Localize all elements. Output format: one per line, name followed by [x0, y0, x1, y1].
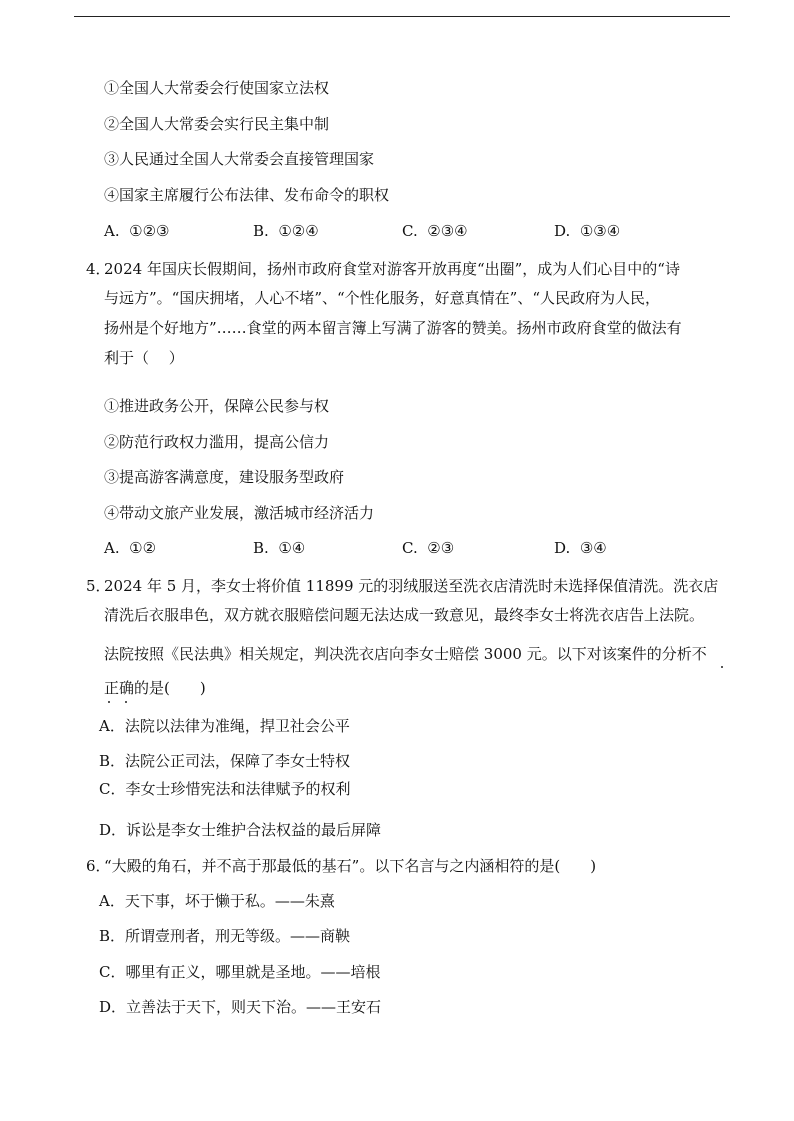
q4-option-c-text: ②③ — [427, 539, 455, 557]
q4-statement-1: ①推进政务公开，保障公民参与权 — [104, 397, 330, 415]
q4-option-b-text: ①④ — [278, 539, 306, 557]
q4-option-a[interactable] — [104, 538, 156, 558]
q3-option-b[interactable] — [253, 221, 319, 241]
q4-option-c[interactable] — [402, 538, 454, 558]
q5-stem-line-3: 法院按照《民法典》相关规定，判决洗衣店向李女士赔偿 3000 元。以下对该案件的分析不 — [104, 645, 707, 663]
q4-stem-line-4: 利于（ ） — [104, 349, 184, 367]
q4-statement-2: ②防范行政权力滥用，提高公信力 — [104, 433, 330, 451]
q3-option-c[interactable] — [402, 221, 468, 241]
q3-option-d-text: ①③④ — [579, 222, 621, 240]
q4-option-a-key: A. — [104, 539, 120, 557]
q3-option-b-text: ①②④ — [278, 222, 319, 240]
header-rule — [74, 16, 730, 17]
q4-option-d-text: ③④ — [579, 539, 607, 557]
q4-option-b-key: B. — [253, 539, 269, 557]
q3-option-a-text: ①②③ — [129, 222, 170, 240]
q5-number: 5． — [86, 577, 111, 595]
q4-stem-line-3: 扬州是个好地方”……食堂的两本留言簿上写满了游客的赞美。扬州市政府食堂的做法有 — [104, 319, 682, 337]
q4-option-b[interactable] — [253, 538, 305, 558]
emphasis-dot — [721, 666, 723, 668]
q5-option-a[interactable]: A．法院以法律为准绳，捍卫社会公平 — [99, 717, 350, 735]
q3-statement-2: ②全国人大常委会实行民主集中制 — [104, 115, 330, 133]
q6-option-d[interactable]: D．立善法于天下，则天下治。——王安石 — [99, 998, 382, 1016]
q3-statement-4: ④国家主席履行公布法律、发布命令的职权 — [104, 186, 390, 204]
q5-option-b[interactable]: B．法院公正司法，保障了李女士特权 — [99, 752, 351, 770]
q5-stem-line-2: 清洗后衣服串色，双方就衣服赔偿问题无法达成一致意见，最终李女士将洗衣店告上法院。 — [104, 606, 705, 624]
q4-statement-4: ④带动文旅产业发展，激活城市经济活力 — [104, 504, 375, 522]
q4-option-a-text: ①② — [129, 539, 157, 557]
emphasis-dot — [125, 701, 127, 703]
q3-option-a-key: A. — [104, 222, 120, 240]
q4-statement-3: ③提高游客满意度，建设服务型政府 — [104, 468, 345, 486]
q5-option-d[interactable]: D．诉讼是李女士维护合法权益的最后屏障 — [99, 821, 382, 839]
q6-number: 6． — [86, 857, 111, 875]
q3-statement-1: ①全国人大常委会行使国家立法权 — [104, 79, 330, 97]
q4-option-d-key: D. — [554, 539, 571, 557]
q5-option-c[interactable]: C．李女士珍惜宪法和法律赋予的权利 — [99, 780, 351, 798]
q3-option-c-key: C. — [402, 222, 418, 240]
q3-option-b-key: B. — [253, 222, 269, 240]
q3-statement-3: ③人民通过全国人大常委会直接管理国家 — [104, 150, 375, 168]
q5-stem-line-1: 2024 年 5 月，李女士将价值 11899 元的羽绒服送至洗衣店清洗时未选择保值清洗。洗衣店 — [104, 577, 719, 595]
q4-stem-line-1: 2024 年国庆长假期间，扬州市政府食堂对游客开放再度“出圈”，成为人们心目中的“诗 — [104, 260, 680, 278]
q6-stem: “大殿的角石，并不高于那最低的基石”。以下名言与之内涵相符的是( ) — [104, 857, 597, 875]
q6-option-c[interactable]: C．哪里有正义，哪里就是圣地。——培根 — [99, 963, 381, 981]
q4-option-c-key: C. — [402, 539, 418, 557]
q5-stem-line-4: 正确的是( ) — [104, 679, 206, 697]
q3-option-a[interactable] — [104, 221, 170, 241]
emphasis-dot — [108, 701, 110, 703]
q6-option-b[interactable]: B．所谓壹刑者，刑无等级。——商鞅 — [99, 927, 351, 945]
q3-option-d[interactable] — [554, 221, 620, 241]
q6-option-a[interactable]: A．天下事，坏于懒于私。——朱熹 — [99, 892, 335, 910]
q4-stem-line-2: 与远方”。“国庆拥堵，人心不堵”、“个性化服务，好意真情在”、“人民政府为人民， — [104, 289, 661, 307]
q4-number: 4． — [86, 260, 111, 278]
q3-option-c-text: ②③④ — [427, 222, 468, 240]
q3-option-d-key: D. — [554, 222, 571, 240]
q4-option-d[interactable] — [554, 538, 607, 558]
